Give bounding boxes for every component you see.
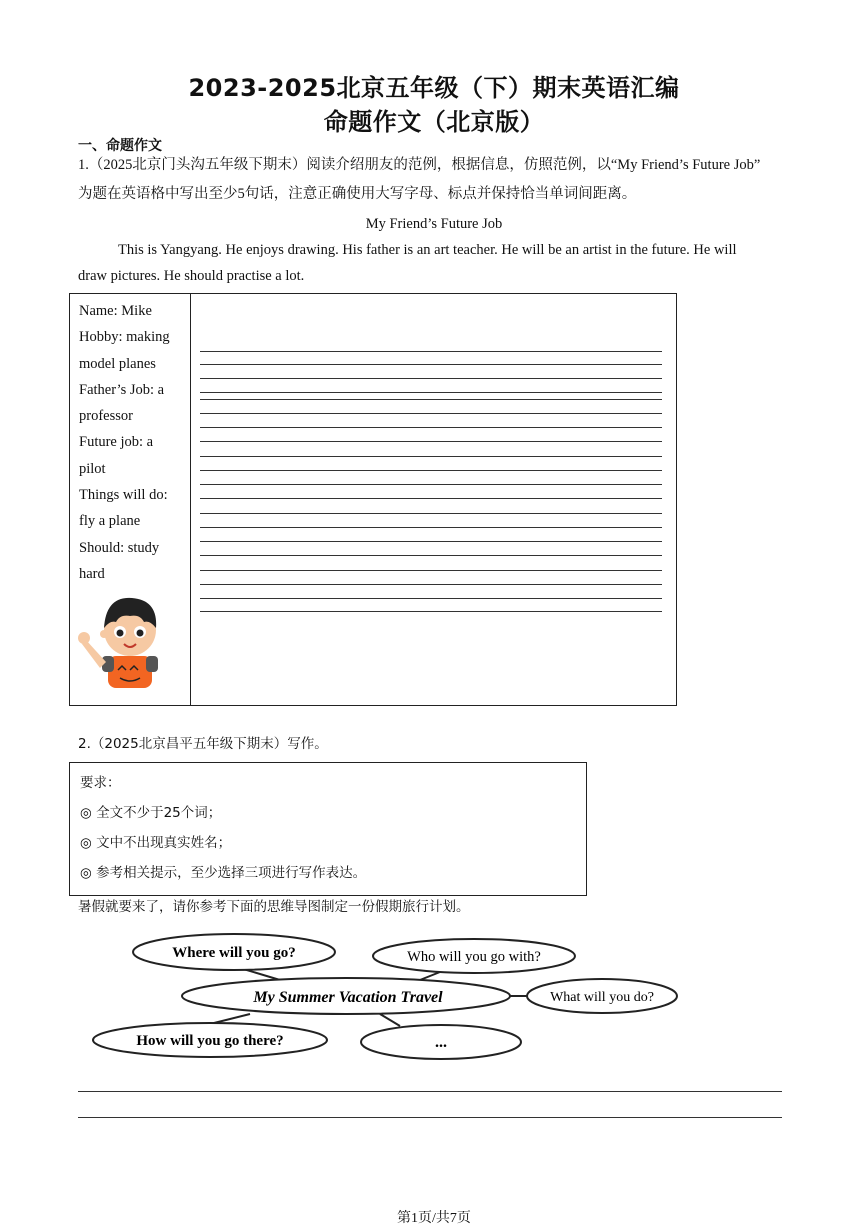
writing-line (200, 611, 662, 612)
mind-map (0, 920, 868, 1070)
writing-line (200, 413, 662, 414)
example-title: My Friend’s Future Job (365, 216, 503, 232)
answer-line[interactable] (78, 1117, 782, 1118)
writing-line (200, 441, 662, 442)
writing-line (200, 513, 662, 514)
info-line: hard (79, 565, 105, 582)
requirements-title: 要求： (80, 775, 121, 791)
info-line: Things will do: (79, 487, 168, 504)
friend-info (79, 298, 187, 587)
q1-prompt-line1: 1.（2025北京门头沟五年级下期末）阅读介绍朋友的范例，根据信息，仿照范例，以“My Friend’s Future Job” (78, 157, 761, 173)
info-line: Name: Mike (79, 303, 152, 319)
mindmap-node-what: What will you do? (550, 990, 654, 1005)
q1-writing-table (69, 293, 677, 706)
q2-prompt: 2.（2025北京昌平五年级下期末）写作。 (78, 736, 328, 752)
requirement-item: ◎ 文中不出现真实姓名； (80, 835, 232, 851)
info-line: Hobby: making (79, 329, 170, 346)
writing-line (200, 541, 662, 542)
answer-line[interactable] (78, 1091, 782, 1092)
writing-line (200, 470, 662, 471)
info-line: fly a plane (79, 513, 141, 530)
info-line: model planes (79, 355, 156, 372)
q1-prompt-line2: 为题在英语格中写出至少5句话，注意正确使用大写字母、标点并保持恰当单词间距离。 (78, 186, 637, 202)
writing-line (200, 555, 662, 556)
info-line: professor (79, 408, 133, 425)
requirement-item: ◎ 参考相关提示，至少选择三项进行写作表达。 (80, 865, 367, 881)
page-title: 2023-2025北京五年级（下）期末英语汇编 (188, 74, 680, 102)
writing-line (200, 584, 662, 585)
example-text-line1: This is Yangyang. He enjoys drawing. His father is an art teacher. He will be an artist in the future. He will (118, 242, 737, 258)
writing-lines[interactable] (200, 294, 662, 705)
info-line: Should: study (79, 539, 160, 556)
writing-line (200, 378, 662, 379)
writing-line (200, 351, 662, 352)
writing-line (200, 570, 662, 571)
writing-line (200, 498, 662, 499)
requirements-box (69, 762, 587, 896)
section-heading: 一、命题作文 (78, 138, 162, 154)
writing-line (200, 456, 662, 457)
mindmap-node-where: Where will you go? (172, 945, 296, 961)
table-divider (190, 294, 191, 705)
requirement-item: ◎ 全文不少于25个词； (80, 805, 222, 821)
q2-intro: 暑假就要来了，请你参考下面的思维导图制定一份假期旅行计划。 (78, 899, 470, 915)
writing-line (200, 484, 662, 485)
mindmap-node-more: ... (435, 1034, 447, 1051)
page-subtitle: 命题作文（北京版） (323, 108, 545, 136)
page-number: 第1页/共7页 (397, 1211, 471, 1226)
writing-line (200, 364, 662, 365)
writing-line (200, 527, 662, 528)
info-line: Father’s Job: a (79, 381, 165, 398)
mindmap-center: My Summer Vacation Travel (253, 989, 443, 1006)
example-text-line2: draw pictures. He should practise a lot. (78, 268, 305, 284)
mindmap-node-who: Who will you go with? (407, 949, 541, 965)
writing-line (200, 392, 662, 393)
info-line: Future job: a (79, 434, 154, 451)
writing-line (200, 427, 662, 428)
writing-line (200, 399, 662, 400)
info-line: pilot (79, 460, 106, 477)
boy-waving-illustration (78, 590, 174, 690)
mindmap-node-how: How will you go there? (136, 1033, 284, 1049)
writing-line (200, 598, 662, 599)
